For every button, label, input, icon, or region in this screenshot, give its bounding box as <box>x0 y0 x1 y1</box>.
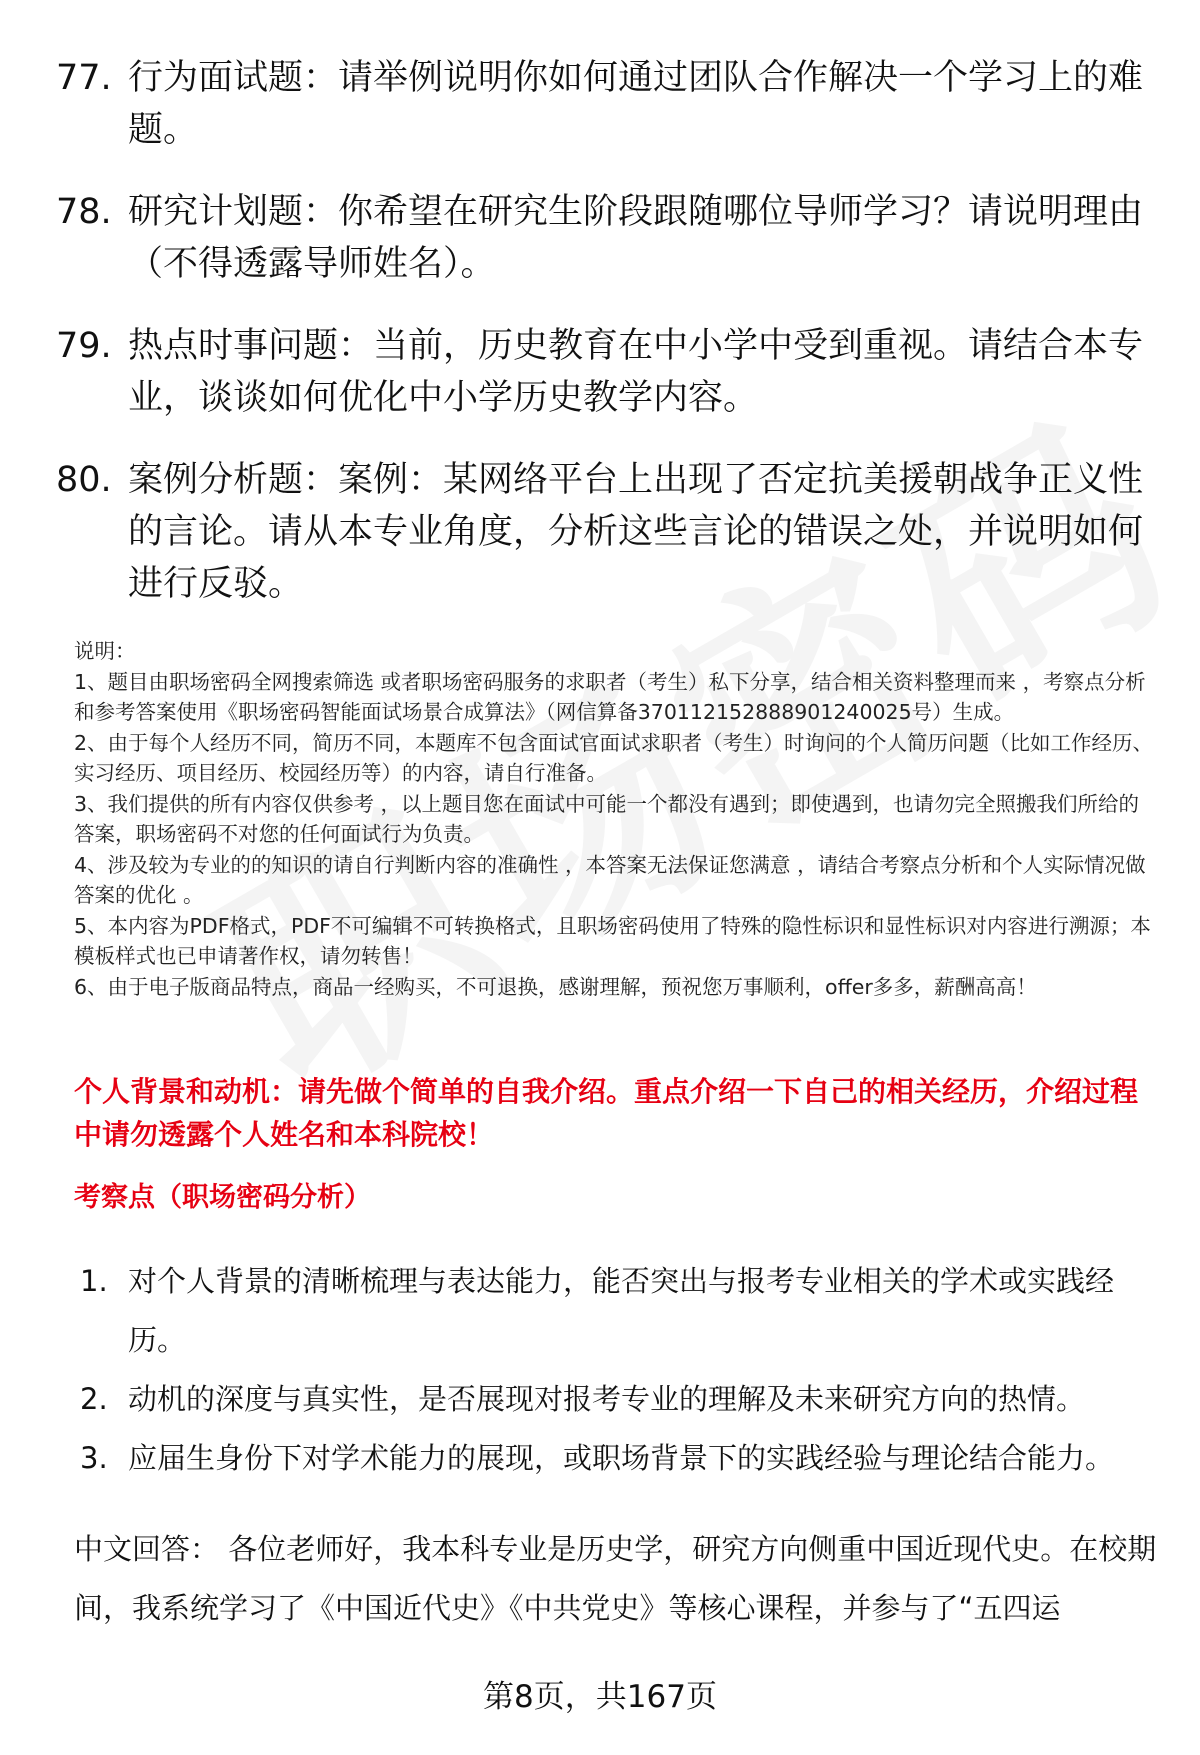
question-number: 77. <box>56 58 112 98</box>
note-item: 5、本内容为PDF格式，PDF不可编辑不可转换格式，且职场密码使用了特殊的隐性标识和显性标识对内容进行溯源；本模板样式也已申请著作权，请勿转售！ <box>74 913 1151 968</box>
question-list <box>56 52 1146 640</box>
point-number: 3. <box>80 1441 108 1475</box>
section-subtitle: 考察点（职场密码分析） <box>74 1182 371 1213</box>
note-item: 6、由于电子版商品特点，商品一经购买，不可退换，感谢理解，预祝您万事顺利，offer多多，薪酬高高！ <box>74 974 1037 999</box>
question-text: 案例分析题：案例：某网络平台上出现了否定抗美援朝战争正义性的言论。请从本专业角度，分析这些言论的错误之处，并说明如何进行反驳。 <box>128 460 1144 604</box>
point-number: 1. <box>80 1264 108 1298</box>
assessment-points <box>80 1252 1160 1488</box>
note-item: 4、涉及较为专业的的知识的请自行判断内容的准确性 ，本答案无法保证您满意 ，请结合考察点分析和个人实际情况做答案的优化 。 <box>74 852 1146 907</box>
point-text: 对个人背景的清晰梳理与表达能力，能否突出与报考专业相关的学术或实践经历。 <box>128 1264 1115 1357</box>
question-text: 研究计划题：你希望在研究生阶段跟随哪位导师学习？请说明理由（不得透露导师姓名）。 <box>128 192 1144 284</box>
notes-section <box>74 636 1154 1002</box>
note-item: 3、我们提供的所有内容仅供参考 ，以上题目您在面试中可能一个都没有遇到；即使遇到，也请勿完全照搬我们所给的答案，职场密码不对您的任何面试行为负责。 <box>74 791 1140 846</box>
question-item <box>56 320 1146 424</box>
note-item: 1、题目由职场密码全网搜索筛选 或者职场密码服务的求职者（考生）私下分享，结合相关资料整理而来 ，考察点分析和参考答案使用《职场密码智能面试场景合成算法》（网信算备370112152888901240025号）生成。 <box>74 669 1146 724</box>
point-number: 2. <box>80 1382 108 1416</box>
note-item: 2、由于每个人经历不同，简历不同，本题库不包含面试官面试求职者（考生）时询问的个人简历问题（比如工作经历、实习经历、项目经历、校园经历等）的内容，请自行准备。 <box>74 730 1154 785</box>
question-item <box>56 52 1146 156</box>
notes-heading: 说明： <box>74 639 136 663</box>
point-text: 动机的深度与真实性，是否展现对报考专业的理解及未来研究方向的热情。 <box>128 1382 1086 1416</box>
point-item <box>80 1252 1160 1370</box>
point-text: 应届生身份下对学术能力的展现，或职场背景下的实践经验与理论结合能力。 <box>128 1441 1115 1475</box>
question-text: 行为面试题：请举例说明你如何通过团队合作解决一个学习上的难题。 <box>128 58 1144 150</box>
section-title: 个人背景和动机：请先做个简单的自我介绍。重点介绍一下自己的相关经历，介绍过程中请勿透露个人姓名和本科院校！ <box>74 1075 1139 1151</box>
point-item <box>80 1429 1160 1488</box>
answer-paragraph: 中文回答： 各位老师好，我本科专业是历史学，研究方向侧重中国近现代史。在校期间，我系统学习了《中国近代史》《中共党史》等核心课程，并参与了“五四运 <box>74 1532 1157 1625</box>
question-text: 热点时事问题：当前，历史教育在中小学中受到重视。请结合本专业，谈谈如何优化中小学历史教学内容。 <box>128 326 1144 418</box>
question-item <box>56 186 1146 290</box>
question-number: 80. <box>56 460 112 500</box>
page-footer: 第8页，共167页 <box>483 1679 717 1715</box>
point-item <box>80 1370 1160 1429</box>
question-item <box>56 454 1146 610</box>
question-number: 79. <box>56 326 112 366</box>
question-number: 78. <box>56 192 112 232</box>
